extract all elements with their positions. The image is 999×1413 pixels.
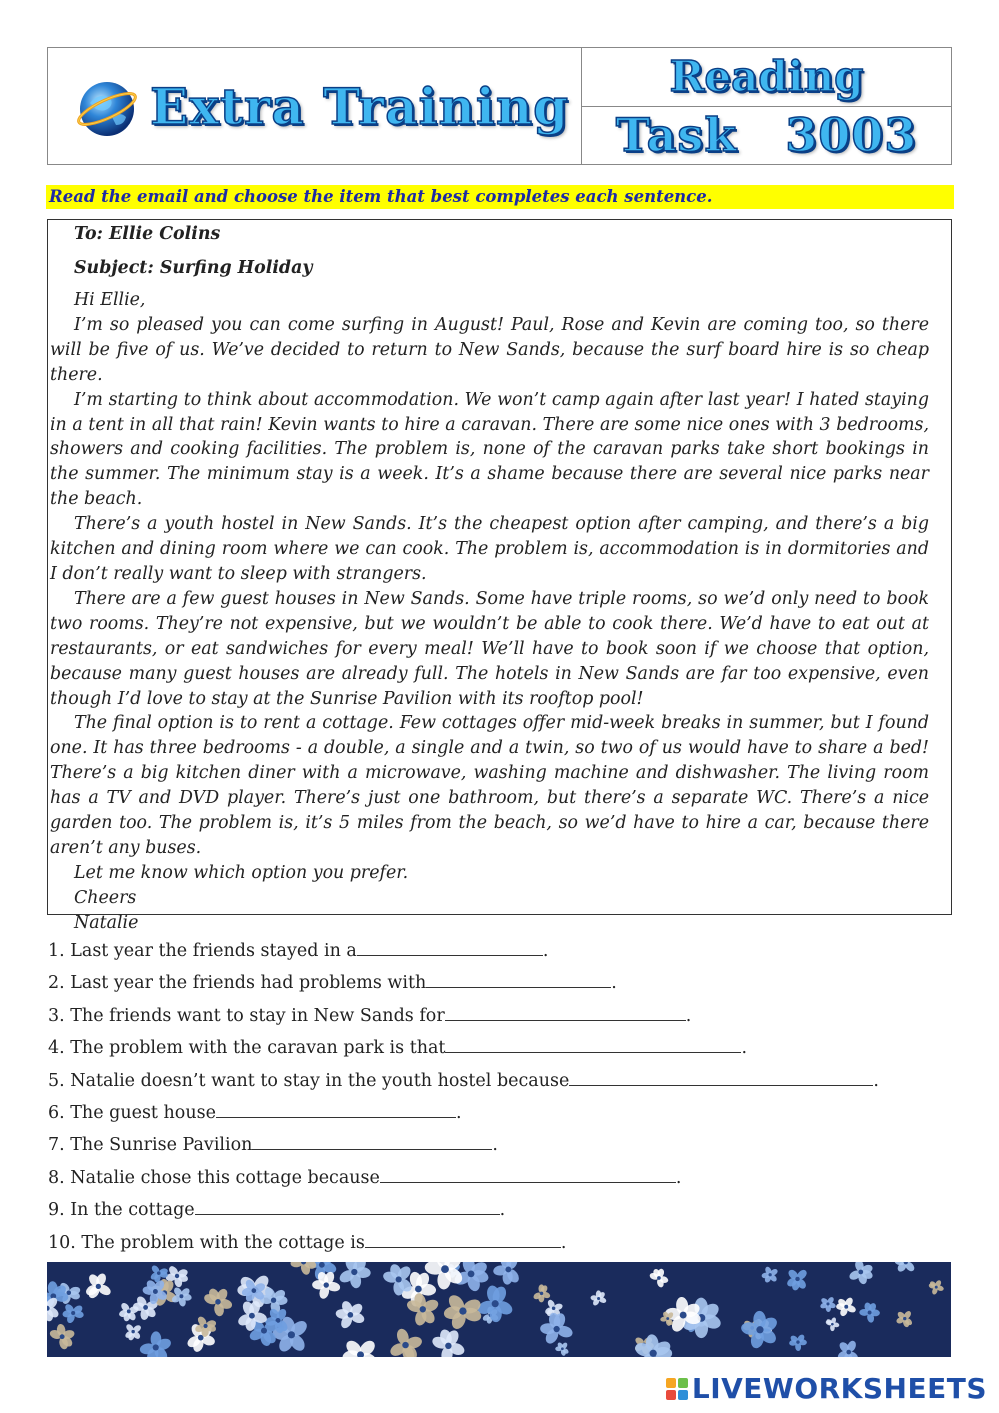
email-box [47,219,952,933]
email-subject: Subject: Surfing Holiday [74,258,313,278]
task-label-row [582,107,951,165]
answer-blank[interactable] [380,1169,676,1183]
watermark-text: LIVEWORKSHEETS [691,1372,987,1405]
question-text: 7. The Sunrise Pavilion [48,1135,253,1156]
question-text: 4. The problem with the caravan park is that [48,1038,446,1059]
worksheet-title: Extra Training [150,76,570,136]
email-greeting: Hi Ellie, [74,290,146,310]
question-text: 9. In the cottage [48,1200,195,1221]
question-item: 10. The problem with the cottage is . [48,1227,953,1259]
question-text: 3. The friends want to stay in New Sands for [48,1005,445,1026]
email-signoff: Cheers [74,887,137,908]
question-item: 4. The problem with the caravan park is that . [48,1032,953,1064]
question-item: 2. Last year the friends had problems with . [48,967,953,999]
question-item: 7. The Sunrise Pavilion . [48,1129,953,1161]
task-number: 3003 [785,108,918,163]
floral-banner [47,1262,951,1357]
globe-logo-icon [74,73,140,139]
answer-blank[interactable] [569,1072,873,1086]
question-item: 9. In the cottage . [48,1194,953,1226]
question-list [48,935,953,1259]
header-task-cell [582,48,951,164]
question-item: 3. The friends want to stay in New Sands for . [48,1000,953,1032]
email-signature: Natalie [74,912,139,933]
question-item: 1. Last year the friends stayed in a . [48,935,953,967]
answer-blank[interactable] [445,1039,741,1053]
task-label: Task [615,108,738,163]
question-text: 10. The problem with the cottage is [48,1232,365,1253]
question-text: 1. Last year the friends stayed in a [48,941,357,961]
email-to: To: Ellie Colins [74,224,221,244]
worksheet-header [47,47,952,165]
answer-blank[interactable] [445,1007,686,1021]
question-text: 8. Natalie chose this cottage because [48,1167,380,1188]
liveworksheets-blocks-icon [666,1378,688,1400]
answer-blank[interactable] [195,1201,500,1215]
question-item: 5. Natalie doesn’t want to stay in the youth hostel because . [48,1065,953,1097]
answer-blank[interactable] [216,1104,456,1118]
email-paragraph: There are a few guest houses in New Sands. Some have triple rooms, so we’d only need to book two rooms. They’re not expensive, but we wouldn’t be able to cook there. We’d have to eat out at restaurants, or eat sandwiches for every meal! We’ll have to book soon if we choose that option, because many guest houses are already full. The hotels in New Sands are far too expensive, even though I’d love to stay at the Sunrise Pavilion with its rooftop pool! [50,588,929,709]
question-text: 2. Last year the friends had problems with [48,973,427,994]
question-item: 8. Natalie chose this cottage because . [48,1162,953,1194]
header-title-cell [48,48,582,164]
section-label: Reading [582,48,951,107]
question-text: 6. The guest house [48,1102,216,1123]
answer-blank[interactable] [365,1234,561,1248]
answer-blank[interactable] [426,974,611,988]
floral-pattern-icon [47,1262,951,1357]
email-paragraph: I’m starting to think about accommodation. We won’t camp again after last year! I hated staying in a tent in all that rain! Kevin wants to hire a caravan. There are some nice ones with 3 bedrooms, showers and cooking facilities. The problem is, none of the caravan parks take short bookings in the summer. The minimum stay is a week. It’s a shame because there are several nice parks near the beach. [50,389,929,510]
email-paragraph: The final option is to rent a cottage. Few cottages offer mid-week breaks in summer, but I found one. It has three bedrooms - a double, a single and a twin, so two of us would have to share a bed! There’s a big kitchen diner with a microwave, washing machine and dishwasher. The living room has a TV and DVD player. There’s just one bathroom, but there’s a separate WC. There’s a nice garden too. The problem is, it’s 5 miles from the beach, so we’d have to hire a car, because there aren’t any buses. [50,713,929,858]
answer-blank[interactable] [357,942,543,956]
question-item: 6. The guest house . [48,1097,953,1129]
answer-blank[interactable] [252,1136,492,1150]
email-paragraph: Let me know which option you prefer. [74,862,409,883]
email-paragraph: I’m so pleased you can come surfing in August! Paul, Rose and Kevin are coming too, so there will be five of us. We’ve decided to return to New Sands, because the surf board hire is so cheap there. [50,314,929,385]
question-text: 5. Natalie doesn’t want to stay in the youth hostel because [48,1070,570,1091]
instruction-banner: Read the email and choose the item that best completes each sentence. [46,185,954,209]
email-paragraph: There’s a youth hostel in New Sands. It’s the cheapest option after camping, and there’s a big kitchen and dining room where we can cook. The problem is, accommodation is in dormitories and I don’t really want to sleep with strangers. [50,514,929,584]
liveworksheets-logo [666,1372,987,1405]
